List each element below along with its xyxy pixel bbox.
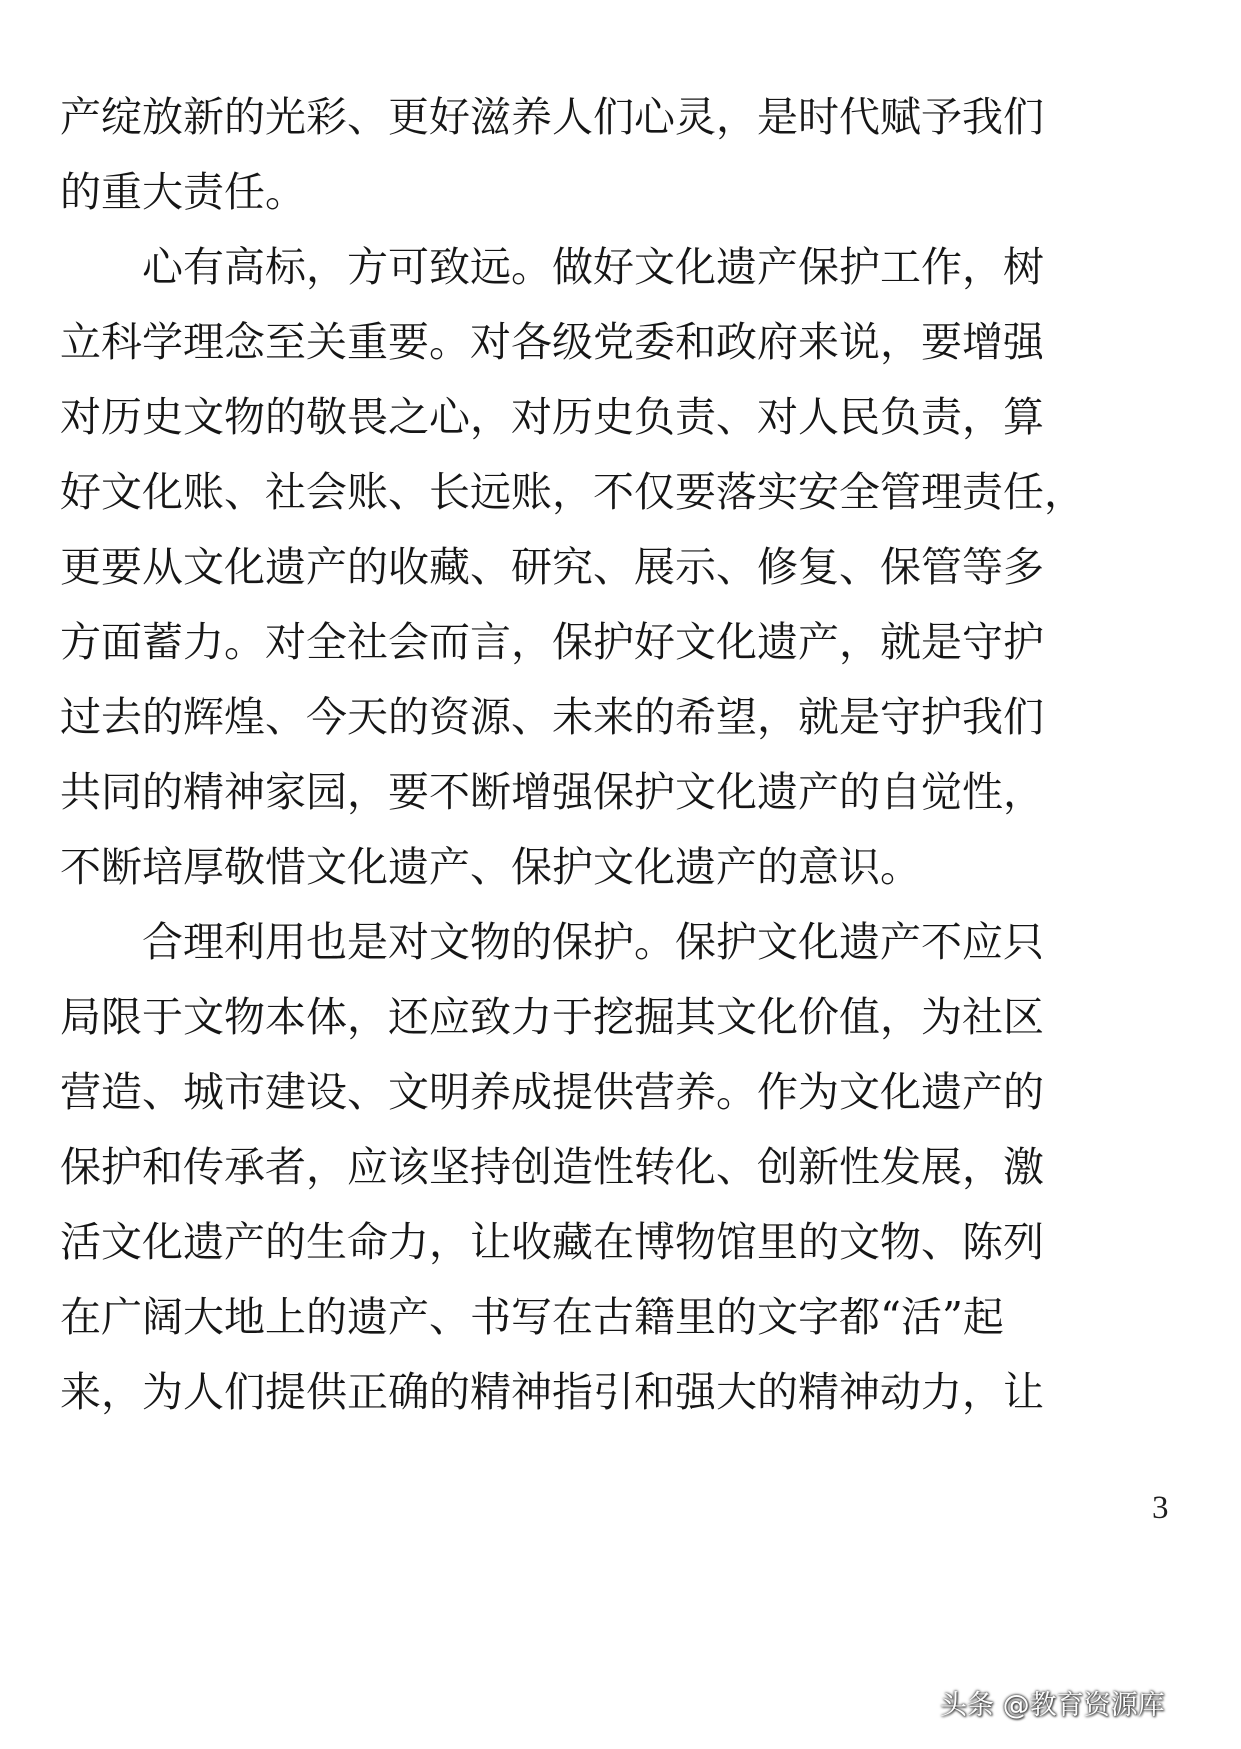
text-line: 好文化账、社会账、长远账，不仅要落实安全管理责任， — [60, 468, 1085, 516]
text-line: 不断培厚敬惜文化遗产、保护文化遗产的意识。 — [60, 843, 921, 891]
text-line: 来，为人们提供正确的精神指引和强大的精神动力，让 — [60, 1368, 1044, 1416]
text-line: 更要从文化遗产的收藏、研究、展示、修复、保管等多 — [60, 543, 1044, 591]
text-line: 立科学理念至关重要。对各级党委和政府来说，要增强 — [60, 318, 1044, 366]
document-body — [60, 80, 1180, 1430]
text-line: 心有高标，方可致远。做好文化遗产保护工作，树 — [60, 243, 1044, 291]
text-line: 对历史文物的敬畏之心，对历史负责、对人民负责，算 — [60, 393, 1044, 441]
text-line: 的重大责任。 — [60, 168, 306, 216]
text-line: 局限于文物本体，还应致力于挖掘其文化价值，为社区 — [60, 993, 1044, 1041]
watermark: 头条 @教育资源库 — [940, 1690, 1165, 1721]
text-line: 产绽放新的光彩、更好滋养人们心灵，是时代赋予我们 — [60, 93, 1044, 141]
text-line: 保护和传承者，应该坚持创造性转化、创新性发展，激 — [60, 1143, 1044, 1191]
text-line: 共同的精神家园，要不断增强保护文化遗产的自觉性， — [60, 768, 1044, 816]
text-line: 方面蓄力。对全社会而言，保护好文化遗产，就是守护 — [60, 618, 1044, 666]
text-line: 过去的辉煌、今天的资源、未来的希望，就是守护我们 — [60, 693, 1044, 741]
text-line: 合理利用也是对文物的保护。保护文化遗产不应只 — [60, 918, 1044, 966]
text-line: 在广阔大地上的遗产、书写在古籍里的文字都“活”起 — [60, 1293, 1004, 1341]
text-line: 活文化遗产的生命力，让收藏在博物馆里的文物、陈列 — [60, 1218, 1044, 1266]
page-number: 3 — [1152, 1490, 1169, 1526]
text-line: 营造、城市建设、文明养成提供营养。作为文化遗产的 — [60, 1068, 1044, 1116]
